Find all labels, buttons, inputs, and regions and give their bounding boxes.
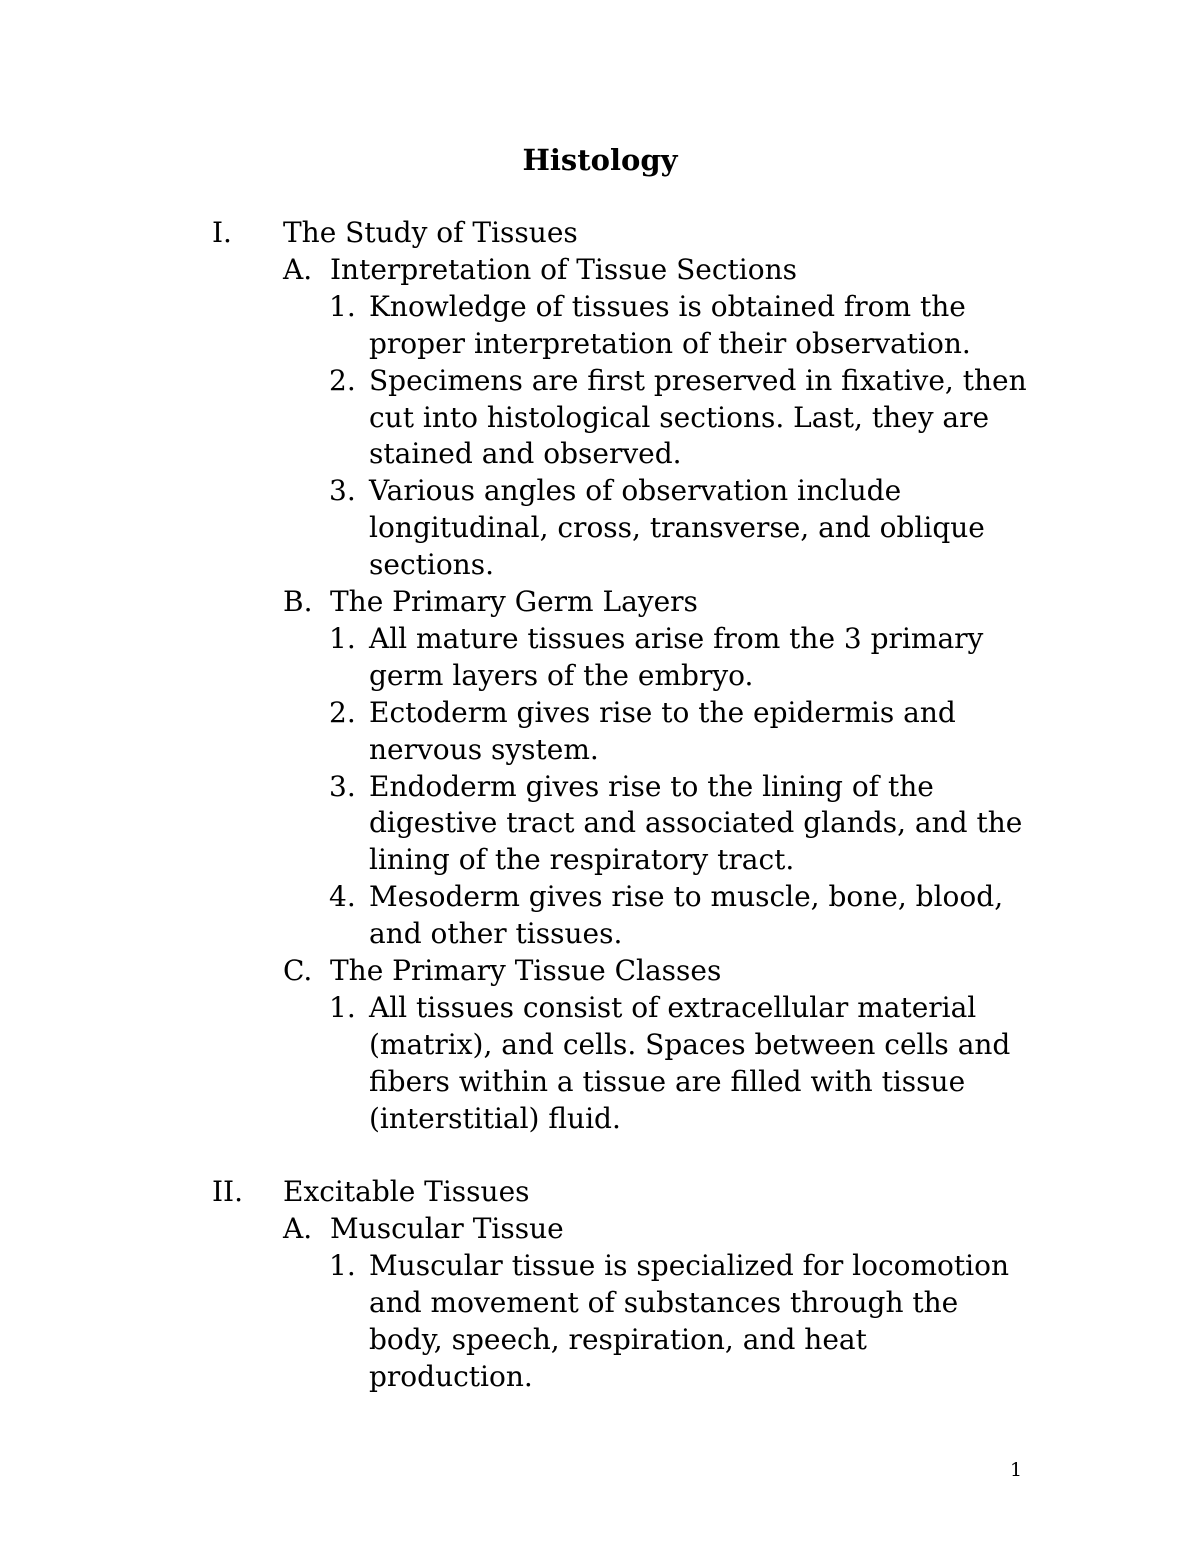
point-number: 4. <box>329 880 356 914</box>
outline-section-2 <box>0 1174 1200 1395</box>
section-label: II. <box>212 1175 244 1209</box>
point-text: Endoderm gives rise to the lining of the digestive tract and associated glands, and the lining of the respiratory tract. <box>369 769 1023 877</box>
point-number: 1. <box>329 990 356 1024</box>
subsection-label: A. <box>283 1212 313 1246</box>
section-heading: The Study of Tissues <box>283 216 578 249</box>
subsection-heading-row <box>0 584 1200 621</box>
point-number: 3. <box>329 474 356 508</box>
point-text: Specimens are first preserved in fixative, then cut into histological sections. Last, they are stained and observed. <box>369 363 1027 471</box>
outline-point <box>0 363 1200 474</box>
point-text: Various angles of observation include longitudinal, cross, transverse, and oblique sections. <box>369 474 985 582</box>
outline-point <box>0 621 1200 695</box>
subsection-heading-row <box>0 953 1200 990</box>
subsection-label: C. <box>283 954 313 988</box>
point-text: All tissues consist of extracellular material (matrix), and cells. Spaces between cells and fibers within a tissue are filled with tissue (interstitial) fluid. <box>369 990 1011 1135</box>
section-label: I. <box>212 216 232 249</box>
outline-point <box>0 695 1200 769</box>
point-text: Knowledge of tissues is obtained from the proper interpretation of their observation. <box>369 289 971 360</box>
subsection-heading-row <box>0 1211 1200 1248</box>
subsection-heading: The Primary Germ Layers <box>330 585 698 619</box>
point-text: Muscular tissue is specialized for locomotion and movement of substances through the body, speech, respiration, and heat production. <box>369 1249 1010 1393</box>
page-title: Histology <box>522 143 678 177</box>
point-number: 1. <box>329 1249 356 1283</box>
point-number: 1. <box>329 621 356 655</box>
outline-point <box>0 473 1200 584</box>
point-number: 2. <box>329 695 356 729</box>
point-number: 2. <box>329 363 356 397</box>
outline-point <box>0 1248 1200 1396</box>
outline <box>0 215 1200 1396</box>
section-heading-row <box>0 215 1200 252</box>
section-heading-row <box>0 1174 1200 1211</box>
outline-point <box>0 769 1200 880</box>
outline-point <box>0 990 1200 1138</box>
outline-point <box>0 879 1200 953</box>
point-text: Mesoderm gives rise to muscle, bone, blood, and other tissues. <box>369 880 1004 951</box>
point-text: All mature tissues arise from the 3 primary germ layers of the embryo. <box>369 621 984 692</box>
subsection-heading: Muscular Tissue <box>330 1212 564 1246</box>
page-number: 1 <box>1010 1459 1023 1481</box>
subsection-label: A. <box>283 252 313 286</box>
section-heading: Excitable Tissues <box>283 1175 530 1209</box>
subsection-heading-row <box>0 252 1200 289</box>
outline-section-1 <box>0 215 1200 1138</box>
subsection-label: B. <box>283 585 313 619</box>
point-number: 1. <box>329 289 356 323</box>
point-number: 3. <box>329 769 356 803</box>
outline-point <box>0 289 1200 363</box>
subsection-heading: The Primary Tissue Classes <box>330 954 722 988</box>
subsection-heading: Interpretation of Tissue Sections <box>330 252 798 286</box>
point-text: Ectoderm gives rise to the epidermis and nervous system. <box>369 695 956 766</box>
